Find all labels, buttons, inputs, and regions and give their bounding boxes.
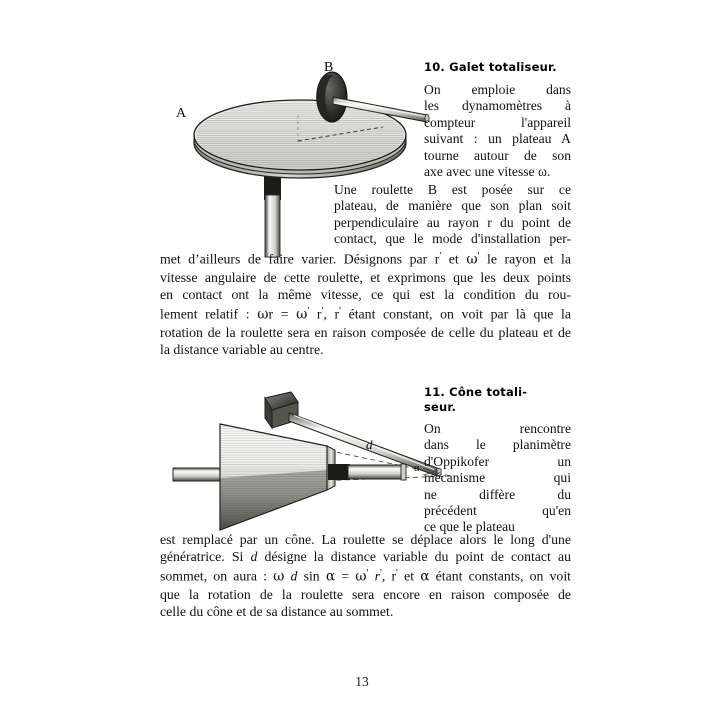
line: est remplacé par un cône. La roulette se déplace alors le long d'une (160, 532, 571, 547)
cone-totaliseur-figure (165, 380, 455, 530)
line: On rencontre (424, 421, 571, 436)
line: d'Oppikofer un (424, 453, 571, 469)
section-10-col2-text (334, 182, 571, 248)
line: met d’ailleurs de faire varier. Désignons par r' et ω' le rayon et la (160, 251, 572, 268)
line: vitesse angulaire de cette roulette, et exprimons que les deux points (160, 269, 571, 285)
cone-body (220, 424, 335, 530)
line: lement relatif : ωr = ω' r', r' étant constant, on voit par là que la (160, 305, 572, 323)
line: ce que le plateau (424, 519, 515, 535)
line: que la rotation de la roulette sera encore en raison composée de (160, 586, 571, 602)
section-11-col-text (424, 421, 571, 536)
section-11-column-paragraph (424, 421, 571, 536)
line: dans le planimètre (424, 437, 571, 453)
line: mécanisme qui (424, 470, 571, 486)
line: plateau, de manière que son plan soit (334, 198, 571, 214)
line: la distance variable au centre. (160, 341, 324, 357)
line: perpendiculaire au rayon r du point de (334, 214, 571, 230)
cone-left-axle (173, 468, 221, 481)
line: On emploie dans (424, 82, 571, 97)
section-10-column-paragraph (424, 82, 571, 180)
section-10-col-text (424, 82, 571, 180)
line: sommet, on aura : ω d sin α = ω' r', r' et α étant constants, on voit (160, 568, 571, 585)
cone-right-axle (328, 464, 406, 480)
section-11-wide-paragraph (160, 531, 571, 620)
line: tourne autour de son (424, 147, 571, 163)
section-11-heading-line-1: 11. Cône totali- (424, 385, 528, 399)
line: rotation de la roulette sera en raison composée de celle du plateau et de (160, 324, 571, 340)
section-10-wide-paragraph (160, 248, 571, 358)
section-10-heading-text: 10. Galet totaliseur. (424, 60, 557, 74)
line: axe avec une vitesse ω. (424, 164, 551, 180)
line: en contact ont la même vitesse, ce qui est la condition du rou- (160, 286, 571, 302)
line: Une roulette B est posée sur ce (334, 182, 571, 197)
figure-label-d: d (366, 437, 373, 452)
line: contact, que le mode d'installation per- (334, 231, 571, 247)
line: suivant : un plateau A (424, 131, 571, 147)
section-10-heading (424, 60, 574, 75)
plateau-shaft (264, 170, 281, 257)
figure-label-alpha: α (414, 463, 420, 474)
line: compteur l'appareil (424, 114, 571, 130)
line: précédent qu'en (424, 503, 571, 519)
page-number: 13 (355, 674, 369, 689)
figure-label-b: B (324, 60, 334, 75)
cone-figure-drawing (165, 380, 455, 530)
section-11-heading (424, 385, 574, 415)
line: celle du cône et de sa distance au sommet. (160, 604, 394, 620)
line: ne diffère du (424, 486, 571, 502)
section-11-heading-line-2: seur. (424, 400, 457, 414)
figure-label-a: A (176, 106, 187, 121)
roulette-wheel (316, 72, 347, 122)
line: les dynamomètres à (424, 98, 571, 114)
line: génératrice. Si d désigne la distance variable du point de contact au (160, 549, 572, 565)
section-10-column-paragraph-2 (334, 182, 571, 248)
